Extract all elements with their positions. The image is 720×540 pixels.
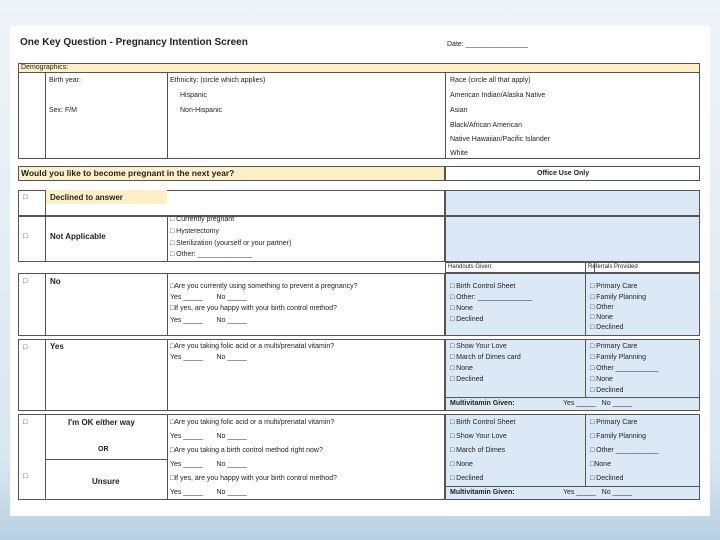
no-referral[interactable]: □ Family Planning bbox=[590, 294, 646, 301]
not-applicable-label: Not Applicable bbox=[50, 232, 106, 241]
handouts-label: Handouts Given: bbox=[448, 264, 493, 270]
no-question[interactable]: □If yes, are you happy with your birth control method? bbox=[170, 305, 337, 312]
yes-label: Yes bbox=[50, 342, 64, 351]
ok-referral[interactable]: □None bbox=[590, 461, 611, 468]
ok-checkbox[interactable]: □ bbox=[23, 419, 28, 426]
yes-multivitamin-field[interactable]: Yes _____ No _____ bbox=[563, 400, 633, 407]
office-use-label: Office Use Only bbox=[537, 170, 590, 177]
yes-referral[interactable]: □ Declined bbox=[590, 387, 624, 394]
ok-handout[interactable]: □ Show Your Love bbox=[450, 433, 507, 440]
no-checkbox[interactable]: □ bbox=[23, 278, 28, 285]
no-yes-no[interactable]: Yes _____ No _____ bbox=[170, 294, 247, 301]
birth-year-field[interactable]: Birth year: bbox=[49, 77, 81, 84]
not-applicable-checkbox[interactable]: □ bbox=[23, 233, 28, 240]
ok-label: I'm OK either way bbox=[68, 418, 135, 427]
ok-yes-no[interactable]: Yes _____ No _____ bbox=[170, 433, 247, 440]
not-applicable-office-cell bbox=[445, 216, 700, 262]
referrals-label: Referrals Provided bbox=[588, 264, 638, 270]
yes-referral[interactable]: □ Family Planning bbox=[590, 354, 646, 361]
ok-office-cell bbox=[445, 414, 700, 500]
yes-question[interactable]: □Are you taking folic acid or a multi/prenatal vitamin? bbox=[170, 343, 335, 350]
not-applicable-option[interactable]: □ Other: ______________ bbox=[170, 251, 253, 258]
question-text: Would you like to become pregnant in the next year? bbox=[21, 168, 235, 178]
race-option[interactable]: Native Hawaiian/Pacific Islander bbox=[450, 136, 550, 143]
ok-question[interactable]: □Are you taking folic acid or a multi/prenatal vitamin? bbox=[170, 419, 335, 426]
ok-handout[interactable]: □ Declined bbox=[450, 475, 484, 482]
yes-handout[interactable]: □ None bbox=[450, 365, 473, 372]
ok-multivitamin-field[interactable]: Yes _____ No _____ bbox=[563, 489, 633, 496]
not-applicable-option[interactable]: □ Sterilization (yourself or your partner) bbox=[170, 240, 292, 247]
form-title: One Key Question - Pregnancy Intention Screen bbox=[20, 37, 248, 48]
no-handout[interactable]: □ Other: ______________ bbox=[450, 294, 533, 301]
unsure-checkbox[interactable]: □ bbox=[23, 473, 28, 480]
no-yes-no[interactable]: Yes _____ No _____ bbox=[170, 317, 247, 324]
no-handout[interactable]: □ None bbox=[450, 305, 473, 312]
ethnicity-label: Ethnicity: (circle which applies) bbox=[170, 77, 266, 84]
ethnicity-option[interactable]: Non-Hispanic bbox=[180, 107, 223, 114]
demographics-box bbox=[18, 63, 700, 159]
yes-yes-no[interactable]: Yes _____ No _____ bbox=[170, 354, 247, 361]
no-question[interactable]: □Are you currently using something to prevent a pregnancy? bbox=[170, 283, 358, 290]
ok-multivitamin-label: Multivitamin Given: bbox=[450, 489, 515, 496]
yes-referral[interactable]: □ None bbox=[590, 376, 613, 383]
race-label: Race (circle all that apply) bbox=[450, 77, 531, 84]
ok-referral[interactable]: □ Other ___________ bbox=[590, 447, 659, 454]
demographics-header bbox=[18, 63, 700, 73]
demographics-label: Demographics: bbox=[21, 64, 69, 71]
ok-handout[interactable]: □ None bbox=[450, 461, 473, 468]
ok-question[interactable]: □If yes, are you happy with your birth control method? bbox=[170, 475, 337, 482]
yes-handout[interactable]: □ Show Your Love bbox=[450, 343, 507, 350]
not-applicable-option[interactable]: □ Currently pregnant bbox=[170, 216, 235, 223]
ok-handout[interactable]: □ March of Dimes bbox=[450, 447, 506, 454]
ok-referral[interactable]: □ Family Planning bbox=[590, 433, 646, 440]
no-referral[interactable]: □ None bbox=[590, 314, 613, 321]
no-referral[interactable]: □ Primary Care bbox=[590, 283, 638, 290]
yes-multivitamin-label: Multivitamin Given: bbox=[450, 400, 515, 407]
no-referral[interactable]: □ Other bbox=[590, 304, 614, 311]
yes-handout[interactable]: □ Declined bbox=[450, 376, 484, 383]
yes-handout[interactable]: □ March of Dimes card bbox=[450, 354, 521, 361]
date-field[interactable]: Date: ________________ bbox=[447, 41, 528, 48]
sex-field[interactable]: Sex: F/M bbox=[49, 107, 78, 114]
unsure-label: Unsure bbox=[92, 477, 120, 486]
race-option[interactable]: Asian bbox=[450, 107, 468, 114]
race-option[interactable]: White bbox=[450, 150, 468, 157]
ok-yes-no[interactable]: Yes _____ No _____ bbox=[170, 461, 247, 468]
race-option[interactable]: American Indian/Alaska Native bbox=[450, 92, 546, 99]
yes-referral[interactable]: □ Primary Care bbox=[590, 343, 638, 350]
ok-question[interactable]: □Are you taking a birth control method right now? bbox=[170, 447, 323, 454]
race-option[interactable]: Black/African American bbox=[450, 122, 522, 129]
no-handout[interactable]: □ Declined bbox=[450, 316, 484, 323]
yes-referral[interactable]: □ Other ___________ bbox=[590, 365, 659, 372]
no-label: No bbox=[50, 277, 61, 286]
yes-checkbox[interactable]: □ bbox=[23, 344, 28, 351]
declined-label: Declined to answer bbox=[50, 193, 123, 202]
not-applicable-option[interactable]: □ Hysterectomy bbox=[170, 228, 219, 235]
ok-yes-no[interactable]: Yes _____ No _____ bbox=[170, 489, 247, 496]
ok-handout[interactable]: □ Birth Control Sheet bbox=[450, 419, 516, 426]
no-handout[interactable]: □ Birth Control Sheet bbox=[450, 283, 516, 290]
form-page bbox=[10, 26, 710, 516]
declined-checkbox[interactable]: □ bbox=[23, 194, 28, 201]
ethnicity-option[interactable]: Hispanic bbox=[180, 92, 207, 99]
no-referral[interactable]: □ Declined bbox=[590, 324, 624, 331]
ok-referral[interactable]: □ Primary Care bbox=[590, 419, 638, 426]
ok-referral[interactable]: □ Declined bbox=[590, 475, 624, 482]
declined-office-cell bbox=[445, 190, 700, 216]
or-label: OR bbox=[98, 446, 109, 453]
